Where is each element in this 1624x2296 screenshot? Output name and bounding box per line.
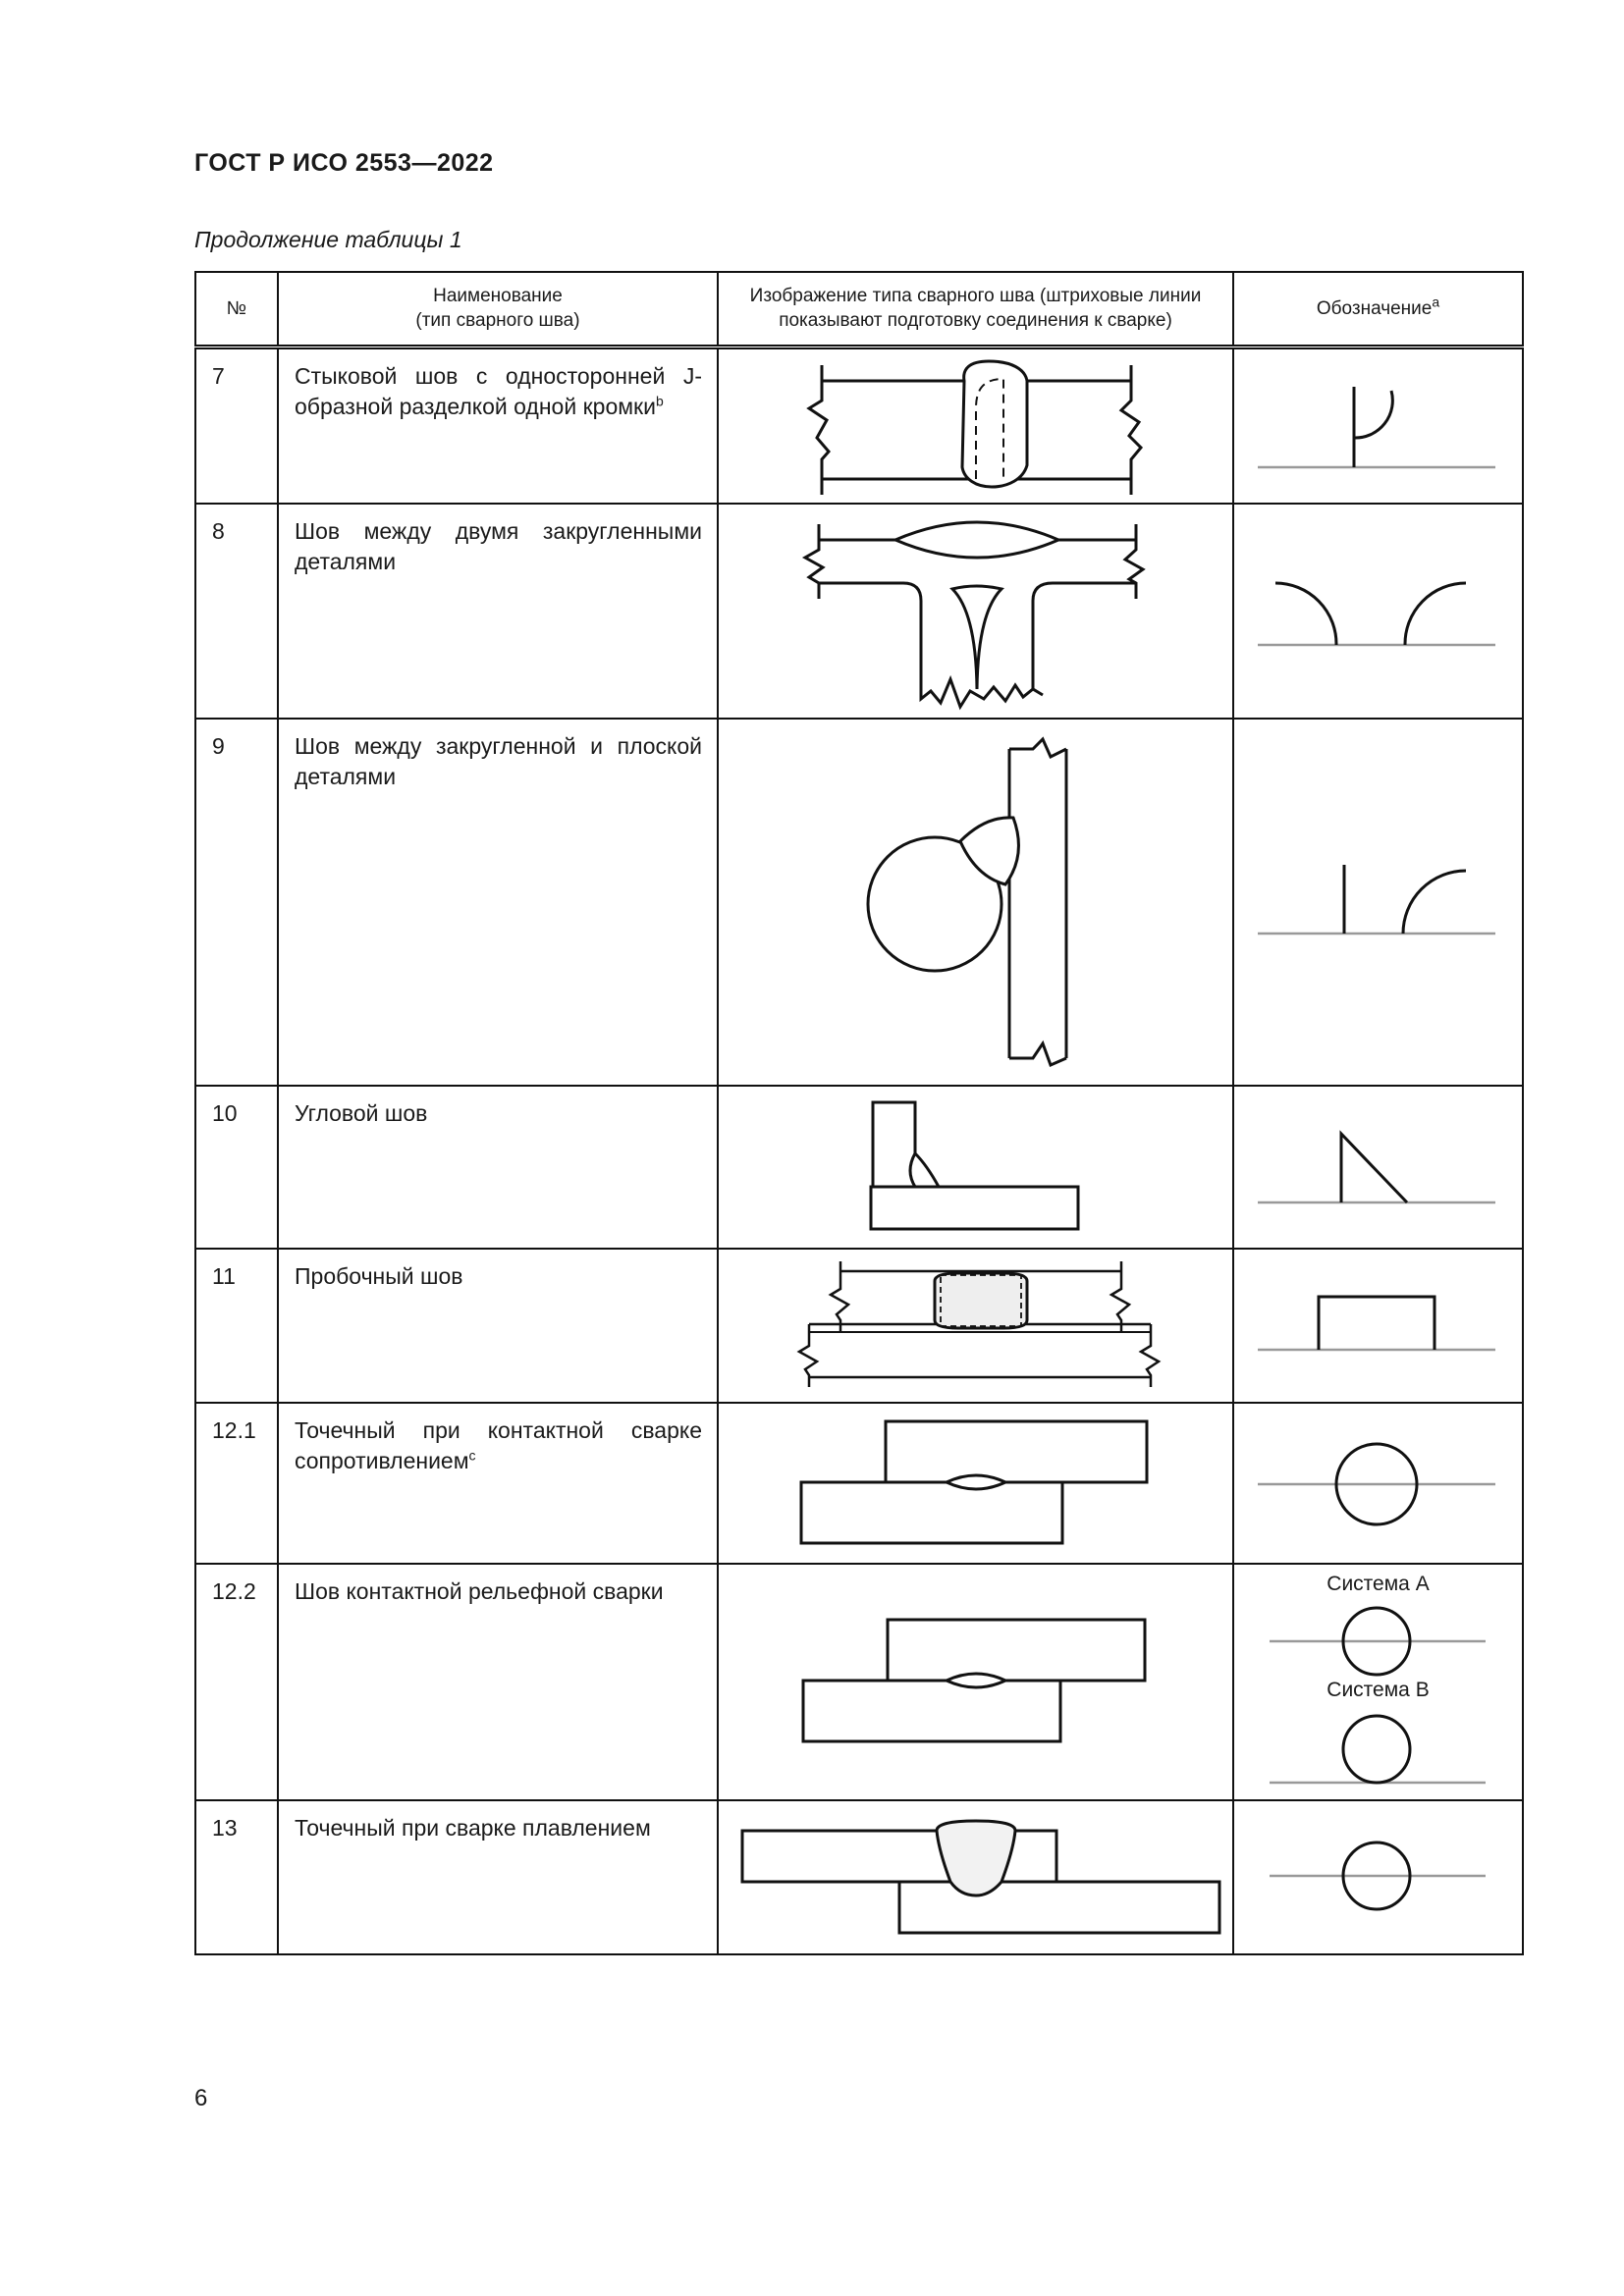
column-header-image: Изображение типа сварного шва (штриховые линии показывают подготовку соединения к сварке) (718, 272, 1233, 347)
plug-symbol (1234, 1250, 1522, 1400)
row-number: 12.2 (195, 1564, 278, 1800)
column-header-symbol: Обозначение$^a$ (1233, 272, 1523, 347)
column-header-name: Наименование (тип сварного шва) (278, 272, 718, 347)
weld-name: Шов контактной рельефной сварки (278, 1564, 718, 1800)
weld-symbols-table (194, 271, 1524, 1955)
weld-symbol-cell (1233, 1403, 1523, 1564)
weld-symbol-cell (1233, 1086, 1523, 1249)
page-number: 6 (194, 2085, 208, 2111)
table-header-row (195, 272, 1523, 347)
row-number: 13 (195, 1800, 278, 1954)
fusion-spot-symbol (1234, 1801, 1522, 1951)
system-b-label: Система В (1326, 1679, 1430, 1701)
row-number: 9 (195, 719, 278, 1086)
weld-image-cell (718, 1249, 1233, 1403)
projection-weld-drawing (719, 1565, 1232, 1797)
weld-symbol-cell (1233, 1800, 1523, 1954)
resistance-spot-weld-drawing (719, 1404, 1232, 1561)
flare-single-symbol (1234, 720, 1522, 1083)
weld-symbol-cell (1233, 719, 1523, 1086)
table-row (195, 719, 1523, 1086)
weld-symbol-cell (1233, 504, 1523, 719)
weld-symbol-cell (1233, 1564, 1523, 1800)
spot-weld-symbol (1234, 1404, 1522, 1561)
weld-name: Пробочный шов (278, 1249, 718, 1403)
fusion-spot-weld-drawing (719, 1801, 1232, 1951)
row-number: 11 (195, 1249, 278, 1403)
table-continuation-caption: Продолжение таблицы 1 (194, 227, 462, 252)
weld-image-cell (718, 1086, 1233, 1249)
plug-weld-drawing (719, 1250, 1232, 1400)
table-row (195, 347, 1523, 504)
weld-image-cell (718, 347, 1233, 504)
table-row (195, 1564, 1523, 1800)
fillet-weld-drawing (719, 1087, 1232, 1246)
row-number: 10 (195, 1086, 278, 1249)
weld-symbol-cell (1233, 1249, 1523, 1403)
weld-image-cell (718, 504, 1233, 719)
weld-name: Угловой шов (278, 1086, 718, 1249)
round-to-flat-weld-drawing (719, 720, 1232, 1083)
table-row (195, 1249, 1523, 1403)
double-flare-symbol (1234, 505, 1522, 716)
weld-image-cell (718, 1564, 1233, 1800)
table-row (195, 1800, 1523, 1954)
table-row (195, 1403, 1523, 1564)
fillet-symbol (1234, 1087, 1522, 1246)
weld-image-cell (718, 1403, 1233, 1564)
table-row (195, 1086, 1523, 1249)
row-number: 7 (195, 347, 278, 504)
table-row (195, 504, 1523, 719)
weld-name: Точечный при сварке плавлением (278, 1800, 718, 1954)
row-number: 12.1 (195, 1403, 278, 1564)
row-number: 8 (195, 504, 278, 719)
weld-name: Шов между закругленной и плоской деталями (278, 719, 718, 1086)
weld-name: Стыковой шов с односторонней J-образной разделкой одной кромки$^b$ (278, 347, 718, 504)
j-groove-symbol (1234, 349, 1522, 503)
weld-image-cell (718, 1800, 1233, 1954)
document-code: ГОСТ Р ИСО 2553—2022 (194, 149, 494, 177)
weld-name: Точечный при контактной сварке сопротивлением$^c$ (278, 1403, 718, 1564)
flare-weld-drawing (719, 505, 1232, 716)
column-header-number: № (195, 272, 278, 347)
system-a-label: Система А (1326, 1573, 1430, 1595)
weld-symbol-cell (1233, 347, 1523, 504)
weld-name: Шов между двумя закругленными деталями (278, 504, 718, 719)
weld-image-cell (718, 719, 1233, 1086)
j-groove-butt-weld-drawing (719, 349, 1232, 503)
